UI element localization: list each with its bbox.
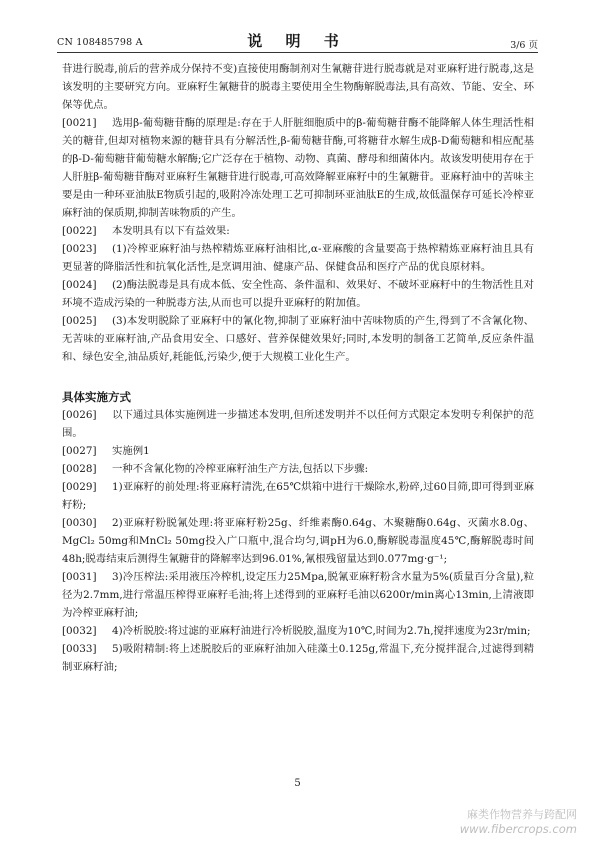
section-title: 具体实施方式	[62, 390, 131, 404]
paragraph-number: [0022]	[62, 225, 97, 237]
paragraph-number: [0026]	[62, 409, 97, 421]
paragraph	[62, 640, 534, 676]
paragraph	[62, 406, 534, 442]
watermark-text: 麻类作物营养与跨配网	[467, 808, 577, 821]
page-number: 5	[294, 778, 301, 789]
watermark-url: www.fibercrops.com	[459, 822, 577, 836]
paragraph-text: 5)吸附精制:将上述脱胶后的亚麻籽油加入硅藻土0.125g,常温下,充分搅拌混合,过滤得到精制亚麻籽油;	[62, 643, 534, 673]
paragraph	[62, 312, 534, 366]
paragraph	[62, 114, 534, 222]
paragraph-text: (1)冷榨亚麻籽油与热榨精炼亚麻籽油相比,α-亚麻酸的含量要高于热榨精炼亚麻籽油且具有更显著的降脂活性和抗氧化活性,是烹调用油、健康产品、保健食品和医疗产品的优良原材料。	[62, 243, 534, 273]
paragraph-number: [0033]	[62, 643, 97, 655]
paragraph-text: 4)冷析脱胶:将过滤的亚麻籽油进行冷析脱胶,温度为10℃,时间为2.7h,搅拌速度为23r/min;	[112, 625, 531, 637]
paragraph	[62, 222, 534, 240]
paragraph	[62, 568, 534, 622]
paragraph-number: [0021]	[62, 117, 97, 129]
page-header	[57, 30, 538, 53]
paragraph-text: 2)亚麻籽粉脱氰处理:将亚麻籽粉25g、纤维素酶0.64g、木聚糖酶0.64g、灭菌水8.0g、MgCl₂ 50mg和MnCl₂ 50mg投入广口瓶中,混合均匀,调pH为6.0,酶解脱毒温度45℃,酶解脱毒时间48h;脱毒结束后测得生氰糖苷的降解率达到96.01%,氰根残留量达到0.077mg·g⁻¹;	[62, 517, 534, 565]
paragraph	[62, 240, 534, 276]
paragraph-number: [0032]	[62, 625, 97, 637]
paragraph-number: [0024]	[62, 279, 97, 291]
patent-number: CN 108485798 A	[57, 37, 143, 48]
paragraph-text: (2)酶法脱毒是具有成本低、安全性高、条件温和、效果好、不破坏亚麻籽中的生物活性且对环境不造成污染的一种脱毒方法,从而也可以提升亚麻籽的附加值。	[62, 279, 534, 309]
paragraph	[62, 514, 534, 568]
document-body	[62, 60, 534, 676]
paragraph	[62, 622, 534, 640]
paragraph-text: (3)本发明脱除了亚麻籽中的氰化物,抑制了亚麻籽油中苦味物质的产生,得到了不含氰化物、无苦味的亚麻籽油,产品食用安全、口感好、营养保健效果好;同时,本发明的制备工艺简单,反应条件温和、绿色安全,油品质好,耗能低,污染少,便于大规模工业化生产。	[62, 315, 534, 363]
paragraph-text: 苷进行脱毒,前后的营养成分保持不变)直接使用酶制剂对生氰糖苷进行脱毒就是对亚麻籽进行脱毒,这是该发明的主要研究方向。亚麻籽生氰糖苷的脱毒主要使用全生物酶解脱毒法,具有高效、节能、安全、环保等优点。	[62, 63, 534, 111]
document-title: 说 明 书	[247, 32, 348, 50]
paragraph	[62, 60, 534, 114]
paragraph-text: 1)亚麻籽的前处理:将亚麻籽清洗,在65℃烘箱中进行干燥除水,粉碎,过60目筛,即可得到亚麻籽粉;	[62, 481, 534, 511]
paragraph-group-description	[62, 60, 534, 366]
paragraph-number: [0028]	[62, 463, 97, 475]
paragraph	[62, 460, 534, 478]
paragraph-number: [0025]	[62, 315, 97, 327]
paragraph-text: 实施例1	[112, 445, 150, 457]
page-indicator: 3/6 页	[510, 40, 538, 51]
paragraph-number: [0029]	[62, 481, 97, 493]
paragraph-text: 本发明具有以下有益效果:	[112, 225, 230, 237]
watermark	[460, 808, 577, 836]
paragraph-number: [0027]	[62, 445, 97, 457]
paragraph-number: [0023]	[62, 243, 97, 255]
paragraph-number: [0031]	[62, 571, 97, 583]
paragraph	[62, 442, 534, 460]
paragraph-number: [0030]	[62, 517, 97, 529]
paragraph-group-embodiments	[62, 406, 534, 676]
paragraph-text: 以下通过具体实施例进一步描述本发明,但所述发明并不以任何方式限定本发明专利保护的范围。	[62, 409, 534, 439]
paragraph	[62, 276, 534, 312]
paragraph	[62, 478, 534, 514]
paragraph-text: 3)冷压榨法:采用液压冷榨机,设定压力25Mpa,脱氰亚麻籽粉含水量为5%(质量百分含量),粒径为2.7mm,进行常温压榨得亚麻籽毛油;将上述得到的亚麻籽毛油以6200r/min离心13min,上清液即为冷榨亚麻籽油;	[62, 571, 534, 619]
paragraph-text: 一种不含氰化物的冷榨亚麻籽油生产方法,包括以下步骤:	[112, 463, 369, 475]
paragraph-text: 选用β-葡萄糖苷酶的原理是:存在于人肝脏细胞质中的β-葡萄糖苷酶不能降解人体生理活性相关的糖苷,但却对植物来源的糖苷具有分解活性,β-葡萄糖苷酶,可将糖苷水解生成β-D葡萄糖和相应配基的β-D-葡萄糖苷葡萄糖水解酶;它广泛存在于植物、动物、真菌、酵母和细菌体内。故该发明使用存在于人肝脏β-葡萄糖苷酶对亚麻籽生氰糖苷进行脱毒,可高效降解亚麻籽中的生氰糖苷。亚麻籽油中的苦味主要是由一种环亚油肽E物质引起的,吸附冷冻处理工艺可抑制环亚油肽E的生成,故低温保存可延长冷榨亚麻籽油的保质期,抑制苦味物质的产生。	[62, 117, 534, 219]
